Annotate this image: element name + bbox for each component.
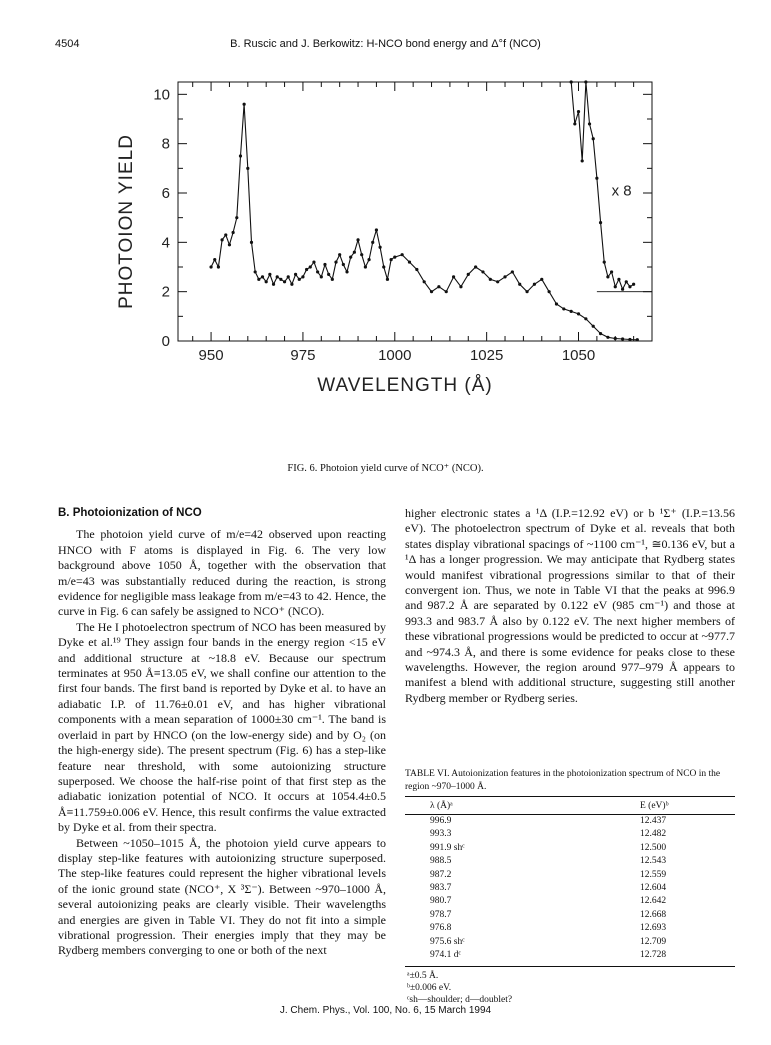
wavelength-cell: 978.7 (430, 909, 452, 920)
yield-data-point (272, 283, 275, 286)
yield-data-point (353, 251, 356, 254)
yield-data-point (279, 278, 282, 281)
yield-data-point (401, 253, 404, 256)
yield-data-point (290, 283, 293, 286)
left-column (58, 506, 386, 959)
x8-data-point (588, 122, 591, 125)
x8-data-point (570, 80, 573, 83)
yield-data-point (496, 280, 499, 283)
energy-cell: 12.543 (640, 856, 667, 867)
table-row (405, 855, 735, 868)
yield-data-point (540, 278, 543, 281)
table-row (405, 936, 735, 949)
yield-data-point (309, 265, 312, 268)
autoionization-table (405, 796, 735, 967)
yield-data-point (268, 273, 271, 276)
wavelength-cell: 980.7 (430, 896, 452, 907)
x8-data-point (628, 285, 631, 288)
energy-cell: 12.709 (640, 936, 667, 947)
yield-data-point (415, 268, 418, 271)
wavelength-cell: 974.1 dᶜ (405, 949, 610, 967)
yield-data-point (243, 103, 246, 106)
yield-data-point (261, 275, 264, 278)
x8-data-point (614, 285, 617, 288)
yield-data-point (209, 265, 212, 268)
yield-data-point (217, 265, 220, 268)
yield-data-point (459, 285, 462, 288)
yield-data-point (621, 337, 624, 340)
yield-data-point (562, 307, 565, 310)
yield-data-point (525, 290, 528, 293)
wavelength-cell: 993.3 (430, 829, 452, 840)
x8-annotation: x 8 (611, 182, 632, 200)
x-tick-label: 1000 (378, 347, 412, 364)
column-header-wavelength: λ (Å)ᵃ (405, 797, 610, 815)
x8-data-point (581, 159, 584, 162)
yield-data-point (327, 273, 330, 276)
table-row (405, 895, 735, 908)
wavelength-cell: 976.8 (430, 923, 452, 934)
x8-data-point (595, 177, 598, 180)
yield-data-point (276, 275, 279, 278)
wavelength-cell: 983.7 (430, 883, 452, 894)
y-tick-label: 4 (161, 234, 170, 252)
x-tick-label: 1050 (561, 347, 596, 364)
yield-data-point (378, 246, 381, 249)
yield-data-point (467, 273, 470, 276)
x8-data-point (592, 137, 595, 140)
yield-data-point (364, 265, 367, 268)
yield-data-point (367, 258, 370, 261)
table-note: ᵃ±0.5 Å. (407, 971, 439, 981)
paragraph: Between ~1050–1015 Å, the photoion yield curve appears to display step-like features with autoionizing structure superposed. The step-like features could represent the higher vibrational levels of the ionic ground state (NCO⁺, X ³Σ⁻). Between ~970–1000 Å, several autoionizing peaks are clearly visible. Their wavelengths and energies are given in Table VI. They do not fit into a simple vibrational progression. Their energies imply that they may be Rydberg members converging to one or both of the next (58, 835, 386, 958)
yield-data-point (239, 154, 242, 157)
yield-data-point (570, 310, 573, 313)
photoion-yield-figure (0, 60, 771, 460)
y-tick-label: 6 (161, 185, 170, 202)
yield-data-point (393, 256, 396, 259)
yield-data-point (386, 278, 389, 281)
yield-data-point (390, 258, 393, 261)
yield-data-point (518, 283, 521, 286)
table-row (405, 869, 735, 882)
yield-data-point (338, 253, 341, 256)
x8-data-point (610, 270, 613, 273)
yield-data-point (213, 258, 216, 261)
yield-data-point (430, 290, 433, 293)
yield-data-point (228, 243, 231, 246)
yield-data-point (320, 275, 323, 278)
x8-data-point (603, 260, 606, 263)
energy-cell: 12.500 (640, 842, 667, 853)
y-tick-label: 2 (161, 283, 170, 301)
wavelength-cell: 996.9 (430, 816, 452, 826)
yield-data-point (584, 317, 587, 320)
running-head: B. Ruscic and J. Berkowitz: H-NCO bond energy and Δ°f (NCO) (230, 38, 541, 50)
table-caption: TABLE VI. Autoionization features in the photoionization spectrum of NCO in the region ~970–1000 Å. (405, 769, 721, 792)
yield-data-point (342, 263, 345, 266)
yield-data-point (382, 265, 385, 268)
x8-data-point (617, 278, 620, 281)
yield-data-point (345, 270, 348, 273)
yield-data-point (360, 253, 363, 256)
table-row (405, 882, 735, 895)
yield-data-point (298, 278, 301, 281)
paragraph: The He I photoelectron spectrum of NCO has been measured by Dyke et al.¹⁹ They assign four bands in the energy region <15 eV and additional structure at ~18.8 eV. Because our spectrum terminates at 950 Å≡13.05 eV, we shall confine our attention to the first four bands. The first band is reported by Dyke et al. to have an adiabatic I.P. of 11.76±0.01 eV, and has higher vibrational components with a mean separation of 1000±30 cm⁻¹. The band is overlaid in part by HNCO (on the low-energy side) and by O₂ (on the high-energy side). The present spectrum (Fig. 6) has a step-like feature near threshold, with some autoionizing structure superposed. We choose the half-rise point of that first step as the adiabatic ionization potential of NCO. It occurs at 1054.4±0.5 Å≡11.759±0.006 eV. Hence, this result confirms the value extracted by Dyke et al. from their spectra. (58, 619, 386, 835)
table-note: ᶜsh—shoulder; d—doublet? (407, 995, 513, 1005)
yield-data-point (628, 338, 631, 341)
yield-data-point (614, 337, 617, 340)
wavelength-cell: 987.2 (430, 869, 452, 880)
energy-cell: 12.604 (640, 883, 667, 894)
yield-data-point (254, 270, 257, 273)
yield-data-point (636, 338, 639, 341)
yield-data-point (334, 260, 337, 263)
yield-data-point (316, 270, 319, 273)
energy-cell: 12.482 (640, 829, 667, 840)
yield-data-point (474, 265, 477, 268)
wavelength-cell: 988.5 (430, 856, 452, 867)
yield-data-point (294, 273, 297, 276)
wavelength-cell: 975.6 shᶜ (430, 936, 465, 947)
yield-data-point (283, 280, 286, 283)
y-tick-label: 8 (161, 135, 170, 153)
paragraph: higher electronic states a ¹Δ (I.P.=12.92 eV) or b ¹Σ⁺ (I.P.=13.56 eV). The photoelectron spectrum of Dyke et al. reveals that both states display vibrational spacings of ~1100 cm⁻¹, ≅0.136 eV, but a ¹Δ has a longer progression. We may anticipate that Rydberg states would manifest vibrational progressions similar to that of their convergent ion. Thus, we note in Table VI that the peaks at 996.9 and 987.2 Å are separated by 0.122 eV (985 cm⁻¹) and those at 993.3 and 983.7 Å also by 0.122 eV. The next higher members of these vibrational progressions would be predicted to occur at ~977.7 and ~974.3 Å, and there is some evidence for peaks close to these wavelengths. However, the region around 977–979 Å appears to manifest a blend with additional structure, suggesting still another Rydberg member or Rydberg series. (405, 506, 735, 705)
yield-data-point (408, 260, 411, 263)
table-note: ᵇ±0.006 eV. (407, 983, 452, 993)
x-tick-label: 1025 (469, 347, 504, 364)
yield-data-point (301, 275, 304, 278)
yield-data-point (265, 280, 268, 283)
page-footer: J. Chem. Phys., Vol. 100, No. 6, 15 March 1994 (279, 1005, 492, 1016)
energy-cell: 12.728 (610, 949, 735, 967)
yield-data-point (606, 336, 609, 339)
x-axis-label: WAVELENGTH (Å) (317, 375, 493, 396)
yield-data-point (224, 233, 227, 236)
yield-data-point (489, 278, 492, 281)
plot-frame (178, 82, 652, 341)
figure-caption: FIG. 6. Photoion yield curve of NCO⁺ (NCO). (287, 463, 484, 474)
right-column (405, 506, 735, 706)
table-row (405, 815, 735, 829)
y-axis-label: PHOTOION YIELD (116, 134, 137, 309)
yield-data-point (452, 275, 455, 278)
x8-data-point (606, 275, 609, 278)
page-number: 4504 (55, 38, 80, 50)
yield-data-point (235, 216, 238, 219)
yield-data-point (592, 325, 595, 328)
table-notes (407, 970, 737, 1006)
table-row (405, 909, 735, 922)
energy-cell: 12.642 (640, 896, 667, 907)
yield-data-point (445, 290, 448, 293)
x8-data-point (599, 221, 602, 224)
yield-data-point (548, 290, 551, 293)
table-row (405, 949, 735, 967)
yield-data-point (423, 280, 426, 283)
yield-data-point (331, 278, 334, 281)
yield-data-point (503, 275, 506, 278)
energy-cell: 12.437 (640, 816, 667, 826)
x8-data-point (632, 283, 635, 286)
yield-data-point (577, 312, 580, 315)
yield-data-point (555, 302, 558, 305)
energy-cell: 12.559 (640, 869, 667, 880)
x-tick-label: 950 (198, 347, 224, 364)
yield-data-point (232, 231, 235, 234)
x8-data-point (573, 122, 576, 125)
yield-data-point (511, 270, 514, 273)
column-header-energy: E (eV)ᵇ (610, 797, 735, 815)
yield-data-point (323, 263, 326, 266)
yield-series-line (211, 104, 637, 340)
paragraph: The photoion yield curve of m/e=42 observed upon reacting HNCO with F atoms is displayed in Fig. 6. The very low background above 1050 Å, together with the observation that m/e=43 was substantially reduced during the reaction, is strong evidence for negligible mass leakage from m/e=43 to 42. Hence, the curve in Fig. 6 can safely be assigned to NCO⁺ (NCO). (58, 527, 386, 619)
x8-data-point (577, 110, 580, 113)
yield-data-point (481, 270, 484, 273)
energy-cell: 12.668 (640, 909, 667, 920)
x8-data-point (625, 280, 628, 283)
section-heading: B. Photoionization of NCO (58, 507, 202, 519)
yield-data-point (533, 283, 536, 286)
energy-cell: 12.693 (640, 923, 667, 934)
wavelength-cell: 991.9 shᶜ (430, 842, 465, 853)
yield-data-point (371, 241, 374, 244)
yield-data-point (220, 238, 223, 241)
yield-data-point (312, 260, 315, 263)
yield-data-point (250, 241, 253, 244)
table-row (405, 922, 735, 935)
yield-data-point (599, 332, 602, 335)
yield-data-point (349, 256, 352, 259)
yield-data-point (257, 278, 260, 281)
yield-data-point (356, 238, 359, 241)
x8-data-point (621, 288, 624, 291)
x8-data-point (584, 80, 587, 83)
table-row (405, 828, 735, 841)
y-tick-label: 0 (161, 333, 170, 350)
yield-data-point (437, 285, 440, 288)
yield-data-point (287, 275, 290, 278)
yield-data-point (305, 268, 308, 271)
yield-data-point (246, 167, 249, 170)
y-tick-label: 10 (153, 86, 170, 104)
table-row (405, 842, 735, 855)
yield-data-point (375, 228, 378, 231)
x-tick-label: 975 (290, 347, 316, 364)
